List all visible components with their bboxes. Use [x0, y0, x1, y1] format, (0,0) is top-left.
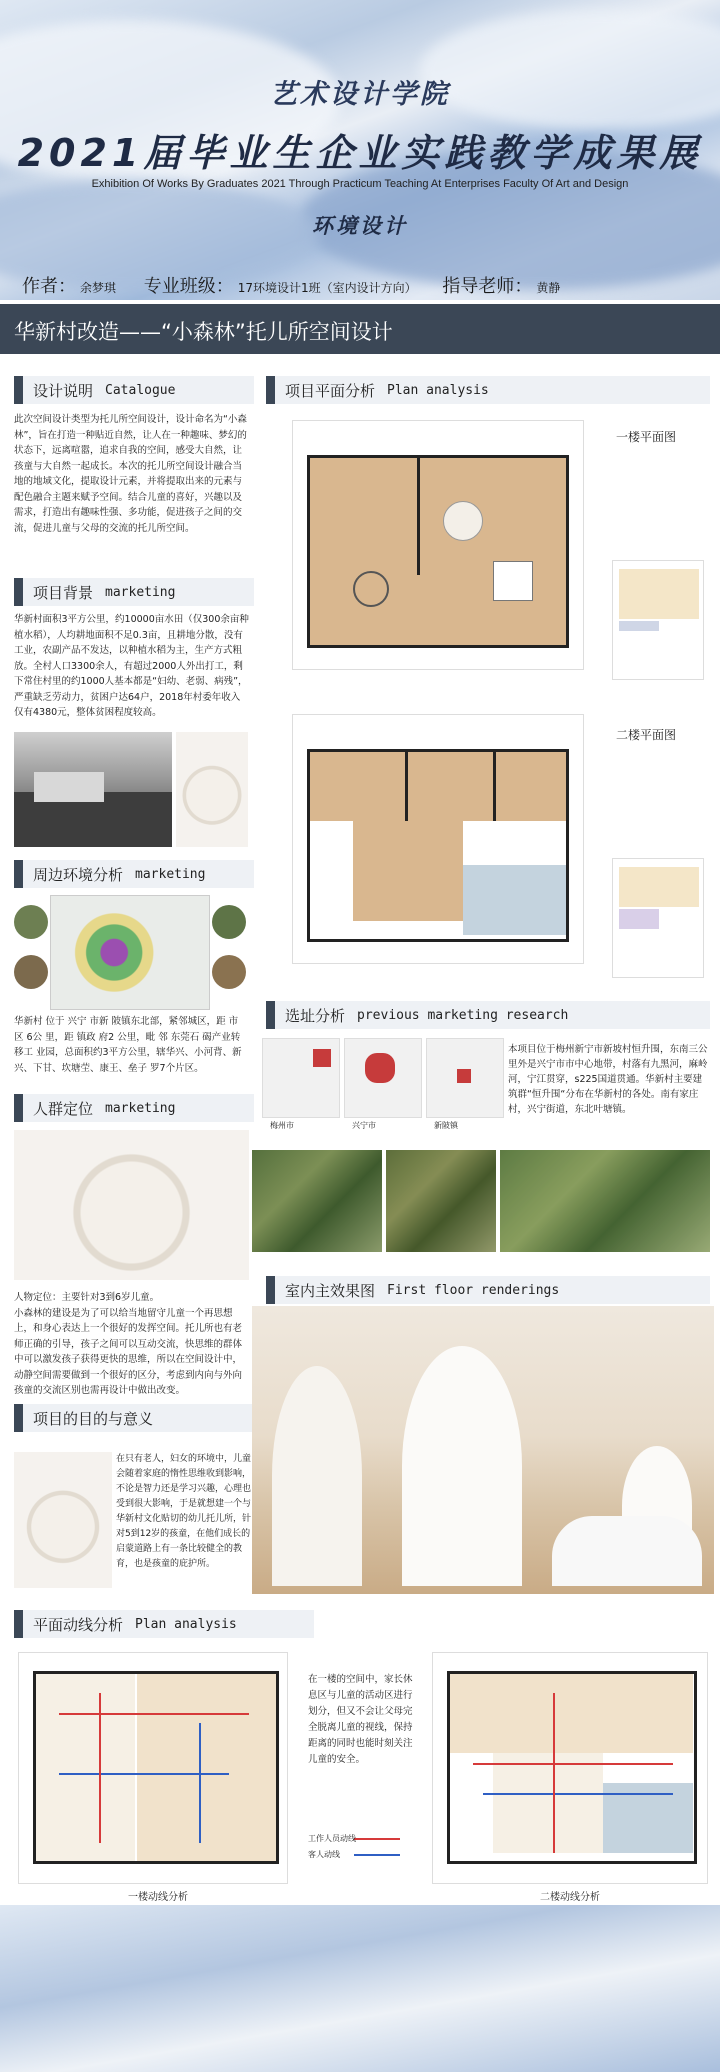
purpose-description: 在只有老人，妇女的环境中，儿童会随着家庭的惰性思维收到影响，不论是智力还是学习兴趣，心理也受到很大影响，于是就想建一个与华新村文化贴切的幼儿托儿所，针对5到12岁的孩童，在他们成长的启蒙道路上有一条比较健全的教育，也是孩童的庇护所。	[116, 1454, 252, 1569]
teacher-name: 黄静	[536, 281, 561, 295]
section-title-en: Plan analysis	[135, 1616, 237, 1632]
section-title-en: marketing	[105, 1100, 176, 1116]
children-interior-photo	[14, 1130, 249, 1280]
floor1-circulation-caption: 一楼动线分析	[128, 1892, 188, 1903]
slide-interior-photo	[14, 1452, 112, 1588]
section-title: 项目的目的与意义	[33, 1409, 154, 1428]
design-description: 此次空间设计类型为托儿所空间设计，设计命名为“小森林”，旨在打造一种贴近自然，让人在一种趣味、梦幻的状态下，远离喧嚣，追求自我的空间，感受大自然，让孩童与大自然一起成长。本次的托儿所空间设计融合当地的地域文化，提取设计元素，并将提取出来的元素与配色融合主题来赋予空间。结合儿童的喜好，兴趣以及需求，打造出有趣味性强、多功能，促进孩子之间的交流，促进儿童与父母的交流的托儿所空间。	[14, 414, 247, 534]
section-title-en: First floor renderings	[387, 1282, 560, 1298]
legend-guest-label: 客人动线	[308, 1850, 340, 1859]
floor2-circulation-plan	[432, 1652, 708, 1884]
author-name: 余梦琪	[80, 281, 117, 295]
class-name: 17环境设计1班（室内设计方向）	[237, 281, 417, 295]
floor2-circulation-caption: 二楼动线分析	[540, 1892, 600, 1903]
surroundings-map	[50, 895, 210, 1010]
village-photo	[14, 732, 172, 847]
aerial-photo-2	[386, 1150, 496, 1252]
author-label: 作者：	[22, 276, 76, 297]
map-label-xinpi: 新陂镇	[434, 1121, 458, 1130]
section-design-header	[14, 376, 254, 404]
section-circulation-header	[14, 1610, 314, 1638]
section-rendering-header	[266, 1276, 710, 1304]
swirl-decoration	[420, 10, 720, 130]
map-label-xingning: 兴宁市	[352, 1121, 376, 1130]
legend-staff-label: 工作人员动线	[308, 1834, 356, 1843]
header-banner	[0, 0, 720, 300]
surroundings-thumb	[14, 905, 48, 939]
map-label-meizhou: 梅州市	[270, 1121, 294, 1130]
section-plan-header	[266, 376, 710, 404]
exhibition-title: 2021届毕业生企业实践教学成果展	[17, 131, 703, 175]
floor1-zoning-diagram	[612, 560, 704, 680]
guest-line-legend	[354, 1854, 400, 1856]
section-title: 人群定位	[33, 1099, 94, 1118]
footer-banner	[0, 1905, 720, 2072]
section-title: 周边环境分析	[33, 865, 124, 884]
aerial-photo-3	[500, 1150, 710, 1252]
section-title: 室内主效果图	[285, 1281, 376, 1300]
circulation-description: 在一楼的空间中，家长休息区与儿童的活动区进行划分，但又不会让父母完全脱离儿童的视线，保持距离的同时也能时刻关注儿童的安全。	[308, 1674, 413, 1765]
section-surroundings-header	[14, 860, 254, 888]
section-site-header	[266, 1001, 710, 1029]
major-name: 环境设计	[312, 214, 408, 238]
section-title-en: marketing	[105, 584, 176, 600]
background-description: 华新村面积3平方公里，约10000亩水田（仅300余亩种植水稻），人均耕地面积不足0.3亩，且耕地分散，没有工业，农副产品不发达，以种植水稻为主，生产方式粗放。全村人口3300余人，有超过2000人外出打工，剩下常住村里的约1000人基本都是“妇幼、老弱、病残”，严重缺乏劳动力，贫困户达64户，2018年村委年收入仅有4380元，整体贫困程度较高。	[14, 614, 249, 718]
interior-arch-photo	[176, 732, 248, 847]
section-title-en: Plan analysis	[387, 382, 489, 398]
section-title-en: previous marketing research	[357, 1007, 569, 1023]
floor1-plan-label: 一楼平面图	[616, 430, 677, 444]
floor1-circulation-plan	[18, 1652, 288, 1884]
school-name: 艺术设计学院	[270, 79, 450, 110]
xinpi-map	[426, 1038, 504, 1118]
section-title: 项目平面分析	[285, 381, 376, 400]
author-info-row	[22, 272, 712, 298]
floor1-plan	[292, 420, 584, 670]
interior-rendering	[252, 1306, 714, 1594]
surroundings-thumb	[14, 955, 48, 989]
surroundings-thumb	[212, 955, 246, 989]
section-title: 设计说明	[33, 381, 94, 400]
section-title-en: Catalogue	[105, 382, 176, 398]
surroundings-description: 华新村 位于 兴宁 市新 陂镇东北部，紧邻城区，距 市 区 6公 里，距 镇政 府2 公里，毗 邻 东莞石 碣产业转移工 业园，总面积约3平方公里，辖华兴、小河背、新兴、下甘、坎塘茔、康王、垒子 罗7个片区。	[14, 1016, 242, 1074]
section-title: 选址分析	[285, 1006, 346, 1025]
teacher-label: 指导老师：	[442, 276, 533, 297]
floor2-plan-label: 二楼平面图	[616, 728, 677, 742]
section-crowd-header	[14, 1094, 254, 1122]
site-description: 本项目位于梅州新宁市新坡村恒升围，东南三公里外是兴宁市市中心地带，村落有九黑河，麻岭河，宁江贯穿，s225国道贯通。华新村主要建筑群“恒升围“分布在华新村的各处。南有家庄村，兴宁街道，东北叶塘镇。	[508, 1044, 708, 1115]
floor2-zoning-diagram	[612, 858, 704, 978]
section-title: 平面动线分析	[33, 1615, 124, 1634]
section-title: 项目背景	[33, 583, 94, 602]
aerial-photo-1	[252, 1150, 382, 1252]
project-title-bar: 华新村改造——“小森林”托儿所空间设计	[0, 304, 720, 354]
section-background-header	[14, 578, 254, 606]
xingning-map	[344, 1038, 422, 1118]
class-label: 专业班级：	[143, 276, 234, 297]
section-purpose-header	[14, 1404, 254, 1432]
meizhou-map	[262, 1038, 340, 1118]
exhibition-subtitle: Exhibition Of Works By Graduates 2021 Through Practicum Teaching At Enterprises Faculty Of Art and Design	[91, 178, 629, 190]
crowd-description: 人物定位：主要针对3到6岁儿童。 小森林的建设是为了可以给当地留守儿童一个再思想上，和身心表达上一个很好的发挥空间。托儿所也有老师正确的引导，孩子之间可以互动交流，快思维的群体中可以激发孩子获得更快的思维，所以在空间设计中，动静空间需要做到一个很好的区分，考虑到内向与外向孩童的交流区别也需再设计中做出改变。	[14, 1292, 243, 1396]
staff-line-legend	[354, 1838, 400, 1840]
section-title-en: marketing	[135, 866, 206, 882]
floor2-plan	[292, 714, 584, 964]
surroundings-thumb	[212, 905, 246, 939]
